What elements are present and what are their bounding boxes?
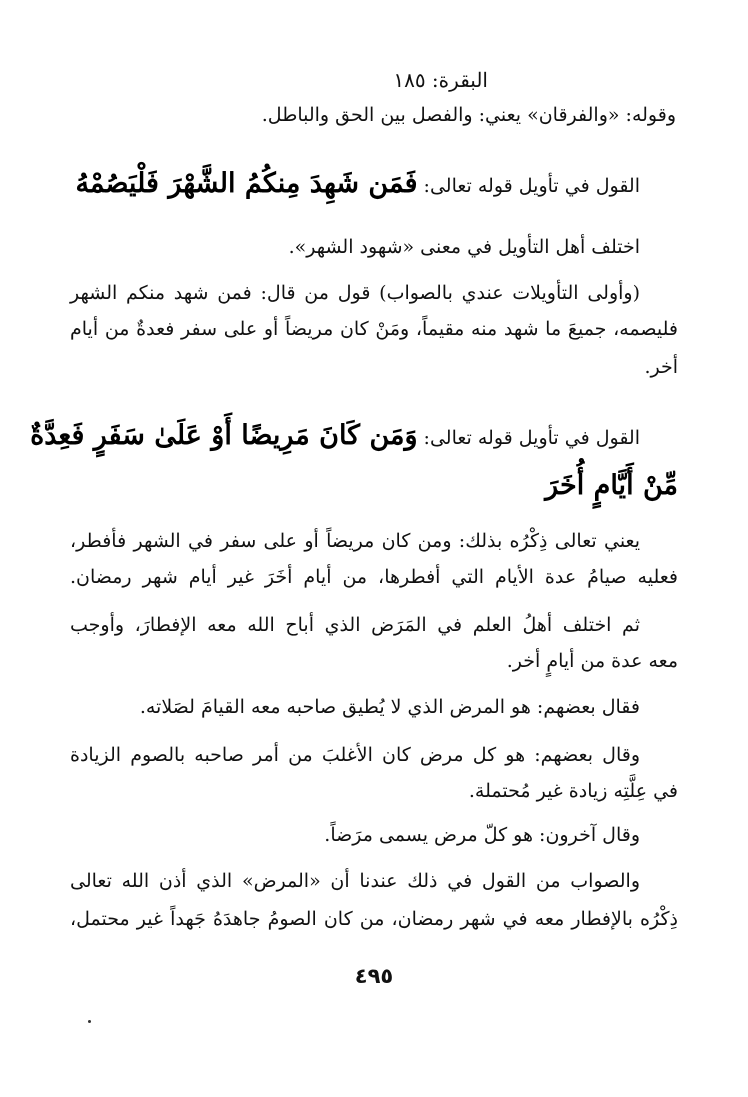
heading-intro: القول في تأويل قوله تعالى:	[423, 427, 640, 449]
text-line-10: فعليه صيامُ عدة الأيام التي أفطرها، من أيام أخَرَ غير أيام شهر رمضان.	[70, 566, 678, 588]
heading-intro: القول في تأويل قوله تعالى:	[423, 175, 640, 197]
surah-reference-header: البقرة: ١٨٥	[393, 68, 488, 92]
quran-verse: وَمَن كَانَ مَرِيضًا أَوْ عَلَىٰ سَفَرٍ فَعِدَّةٌ	[30, 420, 418, 451]
text-line-15: في عِلَّتِه زيادة غير مُحتملة.	[468, 780, 678, 802]
page-number: ٤٩٥	[354, 964, 394, 988]
quran-verse: فَمَن شَهِدَ مِنكُمُ الشَّهْرَ فَلْيَصُمْهُ	[75, 168, 418, 199]
text-line-17: والصواب من القول في ذلك عندنا أن «المرض» الذي أذن الله تعالى	[70, 870, 640, 892]
text-line-13: فقال بعضهم: هو المرض الذي لا يُطيق صاحبه معه القيامَ لصَلاته.	[139, 696, 640, 718]
text-line-14: وقال بعضهم: هو كل مرض كان الأغلبَ من أمر صاحبه بالصوم الزيادة	[70, 744, 640, 766]
section-heading-1	[70, 170, 640, 197]
text-line-16: وقال آخرون: هو كلّ مرض يسمى مرَضاً.	[324, 824, 640, 846]
text-line-4: (وأولى التأويلات عندي بالصواب) قول من قال: فمن شهد منكم الشهر	[70, 282, 640, 304]
text-line-12: معه عدة من أيامٍ أخر.	[506, 650, 678, 672]
text-line-9: يعني تعالى ذِكْرُه بذلك: ومن كان مريضاً أو على سفر في الشهر فأفطر،	[70, 530, 640, 552]
quran-verse-continuation: مِّنْ أَيَّامٍ أُخَرَ	[545, 470, 678, 501]
text-line-11: ثم اختلف أهلُ العلم في المَرَض الذي أباح الله معه الإفطارَ، وأوجب	[70, 614, 640, 636]
text-line-5: فليصمه، جميعَ ما شهد منه مقيماً، ومَنْ كان مريضاً أو على سفر فعدةٌ من أيام	[70, 318, 678, 340]
text-line-3: اختلف أهل التأويل في معنى «شهود الشهر».	[288, 236, 640, 258]
text-line-1: وقوله: «والفرقان» يعني: والفصل بين الحق والباطل.	[261, 104, 676, 126]
section-heading-2	[30, 420, 640, 451]
scan-speck	[88, 1020, 91, 1023]
text-line-18: ذِكْرُه بالإفطار معه في شهر رمضان، من كان الصومُ جاهدَهُ جَهداً غير محتمل،	[70, 908, 678, 930]
text-line-6: أخر.	[644, 356, 678, 378]
